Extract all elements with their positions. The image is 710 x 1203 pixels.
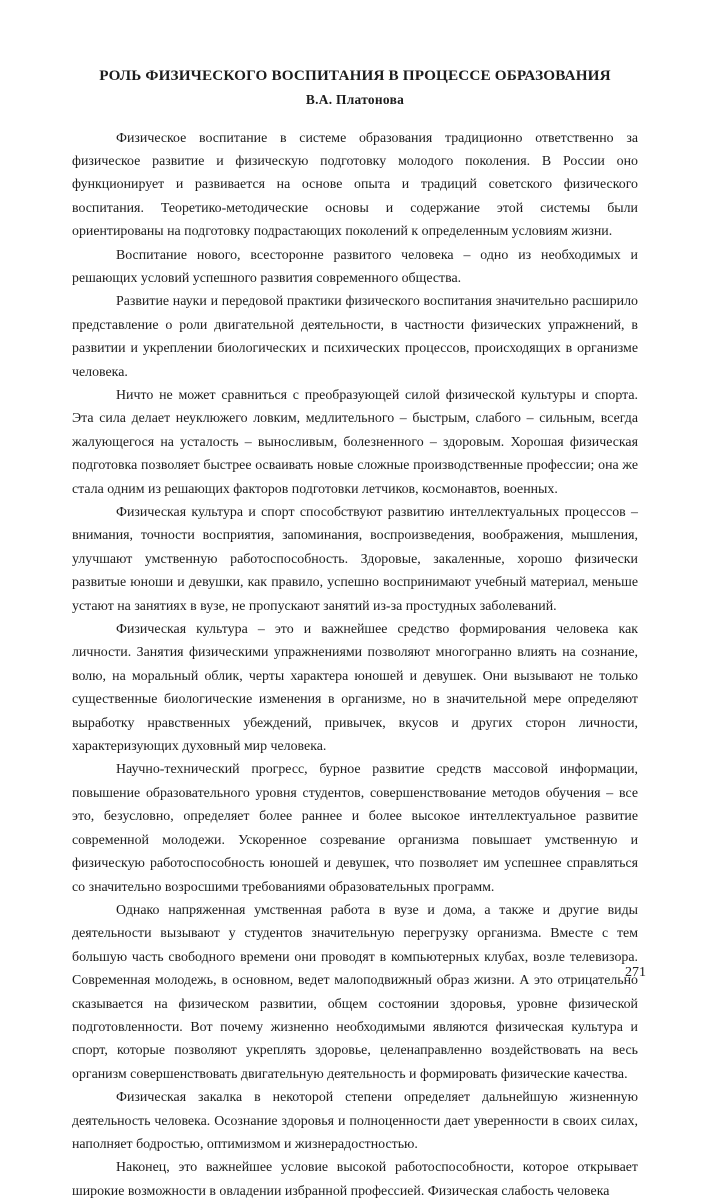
paragraph: Физическая культура – это и важнейшее средство формирования человека как личности. Занятия физическими упражнениями позволяют многогранно влиять на сознание, волю, на моральный облик, черты характера юношей и девушек. Они вызывают не только существенные биологические изменения в организме, но в значительной мере определяют выработку нравственных убеждений, привычек, вкусов и других сторон личности, характеризующих духовный мир человека. — [72, 618, 638, 758]
body-text — [60, 127, 650, 1203]
paragraph: Наконец, это важнейшее условие высокой работоспособности, которое открывает широкие возможности в овладении избранной профессией. Физическая слабость человека — [72, 1156, 638, 1203]
paragraph: Физическое воспитание в системе образования традиционно ответственно за физическое развитие и физическую подготовку молодого поколения. В России оно функционирует и развивается на основе опыта и традиций советского физического воспитания. Теоретико-методические основы и содержание этой системы были ориентированы на подготовку подрастающих поколений к определенным условиям жизни. — [72, 127, 638, 244]
author-name: В.А. Платонова — [60, 91, 650, 109]
page-title: РОЛЬ ФИЗИЧЕСКОГО ВОСПИТАНИЯ В ПРОЦЕССЕ ОБРАЗОВАНИЯ — [78, 66, 632, 86]
paragraph: Физическая культура и спорт способствуют развитию интеллектуальных процессов – внимания, точности восприятия, запоминания, воспроизведения, воображения, мышления, улучшают умственную работоспособность. Здоровые, закаленные, хорошо физически развитые юноши и девушки, как правило, успешно воспринимают учебный материал, меньше устают на занятиях в вузе, не пропускают занятий из-за простудных заболеваний. — [72, 501, 638, 618]
paragraph: Научно-технический прогресс, бурное развитие средств массовой информации, повышение образовательного уровня студентов, совершенствование методов обучения – все это, безусловно, определяет более раннее и более высокое интеллектуальное развитие современной молодежи. Ускоренное созревание организма повышает умственную и физическую работоспособность юношей и девушек, что позволяет им успешнее справляться со значительно возросшими требованиями образовательных программ. — [72, 758, 638, 898]
paragraph: Однако напряженная умственная работа в вузе и дома, а также и другие виды деятельности вызывают у студентов значительную перегрузку организма. Вместе с тем большую часть свободного времени они проводят в компьютерных клубах, возле телевизора. Современная молодежь, в основном, ведет малоподвижный образ жизни. А это отрицательно сказывается на физическом развитии, общем состоянии здоровья, уровне физической подготовленности. Вот почему жизненно необходимыми являются физическая культура и спорт, которые позволяют укреплять здоровье, целенаправленно воздействовать на весь организм совершенствовать двигательную деятельность и формировать физические качества. — [72, 899, 638, 1086]
page-number: 271 — [625, 965, 646, 981]
paragraph: Воспитание нового, всесторонне развитого человека – одно из необходимых и решающих условий успешного развития современного общества. — [72, 244, 638, 291]
paragraph: Развитие науки и передовой практики физического воспитания значительно расширило представление о роли двигательной деятельности, в частности физических упражнений, в развитии и укреплении биологических и психических процессов, происходящих в организме человека. — [72, 290, 638, 384]
paragraph: Ничто не может сравниться с преобразующей силой физической культуры и спорта. Эта сила делает неуклюжего ловким, медлительного – быстрым, слабого – сильным, всегда жалующегося на усталость – выносливым, болезненного – здоровым. Хорошая физическая подготовка позволяет быстрее осваивать новые сложные производственные профессии; она же стала одним из решающих факторов подготовки летчиков, космонавтов, военных. — [72, 384, 638, 501]
title-block — [60, 66, 650, 109]
paragraph: Физическая закалка в некоторой степени определяет дальнейшую жизненную деятельность человека. Осознание здоровья и полноценности дает уверенности в своих силах, наполняет бодростью, оптимизмом и жизнерадостностью. — [72, 1086, 638, 1156]
